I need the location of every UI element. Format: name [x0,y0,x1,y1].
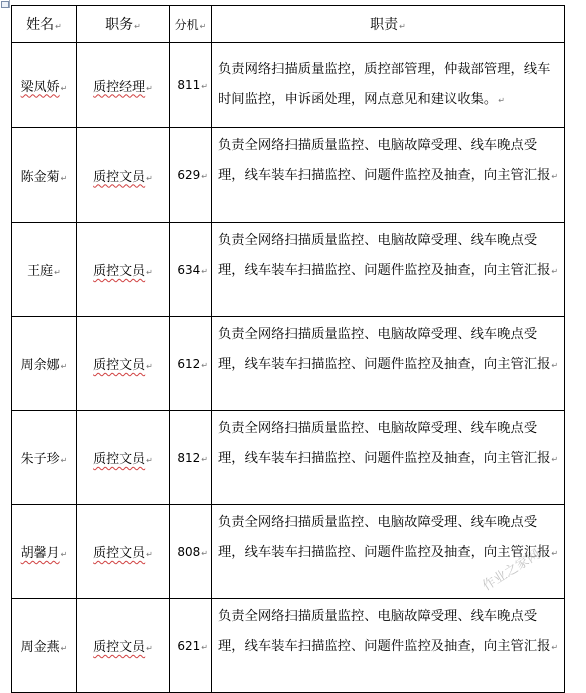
cell-position: 质控经理↵ [77,43,170,128]
cell-duties: 负责全网络扫描质量监控、电脑故障受理、线车晚点受理，线车装车扫描监控、问题件监控及抽查，向主管汇报↵ [212,505,565,599]
header-name: 姓名↵ [12,6,77,43]
header-position: 职务↵ [77,6,170,43]
table-row [12,317,565,411]
cell-extension: 811↵ [170,43,212,128]
cell-name: 王庭↵ [12,223,77,317]
cell-position: 质控文员↵ [77,223,170,317]
cell-duties: 负责全网络扫描质量监控、电脑故障受理、线车晚点受理，线车装车扫描监控、问题件监控及抽查，向主管汇报↵ [212,599,565,693]
cell-duties: 负责全网络扫描质量监控、电脑故障受理、线车晚点受理，线车装车扫描监控、问题件监控及抽查，向主管汇报↵ [212,317,565,411]
cell-name: 朱子珍↵ [12,411,77,505]
cell-extension: 808↵ [170,505,212,599]
cell-position: 质控文员↵ [77,128,170,223]
cell-name: 陈金菊↵ [12,128,77,223]
cell-name: 梁凤娇↵ [12,43,77,128]
cell-extension: 812↵ [170,411,212,505]
cell-name: 周余娜↵ [12,317,77,411]
header-duties: 职责↵ [212,6,565,43]
cell-duties: 负责网络扫描质量监控，质控部管理，仲裁部管理，线车时间监控，申诉函处理，网点意见和建议收集。↵ [212,43,565,128]
cell-name: 周金燕↵ [12,599,77,693]
cell-duties: 负责全网络扫描质量监控、电脑故障受理、线车晚点受理，线车装车扫描监控、问题件监控及抽查，向主管汇报↵ [212,411,565,505]
cell-name: 胡馨月↵ [12,505,77,599]
cell-position: 质控文员↵ [77,411,170,505]
margin-guide [9,0,10,8]
cell-extension: 621↵ [170,599,212,693]
cell-duties: 负责全网络扫描质量监控、电脑故障受理、线车晚点受理，线车装车扫描监控、问题件监控及抽查，向主管汇报↵ [212,223,565,317]
cell-position: 质控文员↵ [77,505,170,599]
cell-duties: 负责全网络扫描质量监控、电脑故障受理、线车晚点受理，线车装车扫描监控、问题件监控及抽查，向主管汇报↵ [212,128,565,223]
cell-extension: 629↵ [170,128,212,223]
table-row [12,223,565,317]
staff-duties-table [11,5,565,693]
cell-extension: 612↵ [170,317,212,411]
table-row [12,43,565,128]
table-row [12,128,565,223]
cell-extension: 634↵ [170,223,212,317]
cell-position: 质控文员↵ [77,317,170,411]
table-header-row [12,6,565,43]
table-row [12,411,565,505]
document-corner-marker [1,1,9,8]
header-extension: 分机↵ [170,6,212,43]
cell-position: 质控文员↵ [77,599,170,693]
site-watermark: 作业之家网 [480,546,544,595]
table-row [12,599,565,693]
